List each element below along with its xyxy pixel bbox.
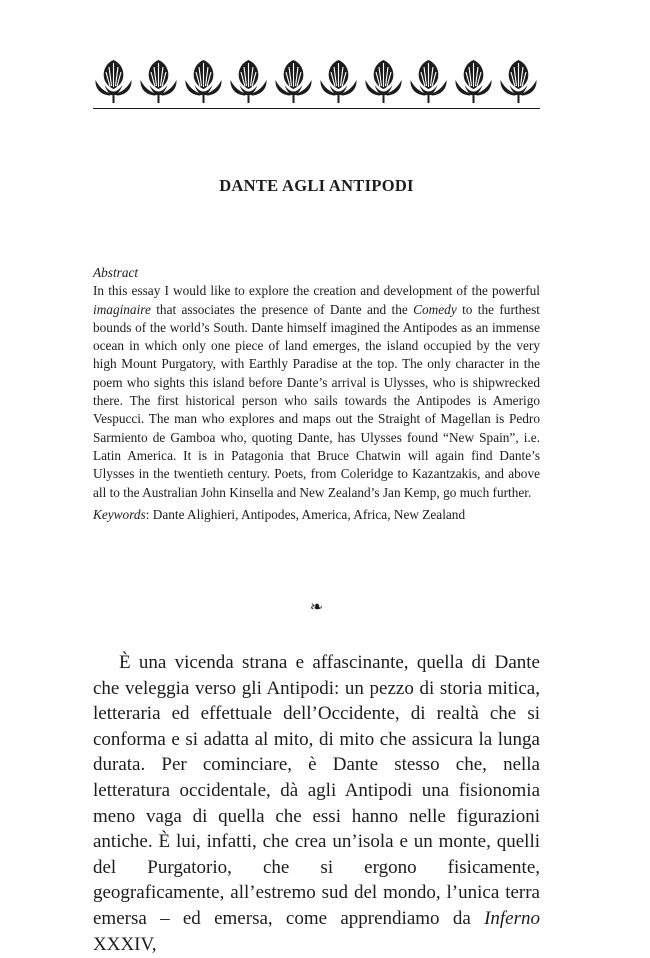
keywords-label: Keywords (93, 506, 146, 522)
keywords-line (93, 506, 540, 524)
body-text-part: XXXIV, (93, 933, 157, 955)
abstract-text-part: to the furthest bounds of the world’s South. Dante himself imagined the Antipodes as an immense ocean in which only one piece of land emerges, the island occupied by the very high Mount Purgatory, with Earthly Paradise at the top. The only character in the poem who sights this island before Dante’s arrival is Ulysses, who is shipwrecked there. The first historical person who sails towards the Antipodes is Amerigo Vespucci. The man who explores and maps out the Straight of Magellan is Pedro Sarmiento de Gamboa who, quoting Dante, has Ulysses found “New Spain”, i.e. Latin America. It is in Patagonia that Bruce Chatwin will again find Dante’s Ulysses in the twentieth century. Poets, from Coleridge to Kazantzakis, and above all to the Australian John Kinsella and New Zealand’s Jan Kemp, go much further. (93, 301, 540, 500)
lotus-flower-icon (183, 58, 224, 104)
abstract-heading: Abstract (93, 265, 139, 280)
lotus-flower-icon (453, 58, 494, 104)
abstract-text (93, 282, 540, 502)
header-ornament-row (93, 58, 539, 104)
lotus-flower-icon (228, 58, 269, 104)
abstract-text-part: In this essay I would like to explore the creation and development of the powerful (93, 283, 540, 299)
lotus-flower-icon (273, 58, 314, 104)
body-text-part: È una vicenda strana e affascinante, quella di Dante che veleggia verso gli Antipodi: un pezzo di storia mitica, letteraria ed effettuale dell’Occidente, di realtà che si conforma e si adatta al mito, di mito che assicura la lunga durata. Per cominciare, è Dante stesso che, nella letteratura occidentale, dà agli Antipodi una fisionomia meno vaga di quella che essi hanno nelle figurazioni antiche. È lui, infatti, che crea un’isola e un monte, quelli del Purgatorio, che si ergono fisicamente, geograficamente, all’estremo sud del mondo, l’unica terra emersa – ed emersa, come apprendiamo da (93, 652, 540, 929)
abstract-text-part: that associates the presence of Dante and the (150, 301, 414, 317)
lotus-flower-icon (138, 58, 179, 104)
chapter-title: DANTE AGLI ANTIPODI (219, 176, 414, 195)
abstract-section (93, 264, 540, 524)
fleuron-separator: ❧ (309, 597, 324, 616)
lotus-flower-icon (318, 58, 359, 104)
body-emphasis-inferno: Inferno (484, 907, 540, 929)
header-rule (93, 108, 540, 109)
abstract-emphasis-comedy: Comedy (413, 301, 457, 317)
keywords-values: : Dante Alighieri, Antipodes, America, Africa, New Zealand (145, 506, 466, 522)
lotus-flower-icon (363, 58, 404, 104)
lotus-flower-icon (498, 58, 539, 104)
abstract-emphasis-imaginaire: imaginaire (93, 301, 151, 317)
lotus-flower-icon (93, 58, 134, 104)
body-paragraph (93, 650, 540, 957)
lotus-flower-icon (408, 58, 449, 104)
